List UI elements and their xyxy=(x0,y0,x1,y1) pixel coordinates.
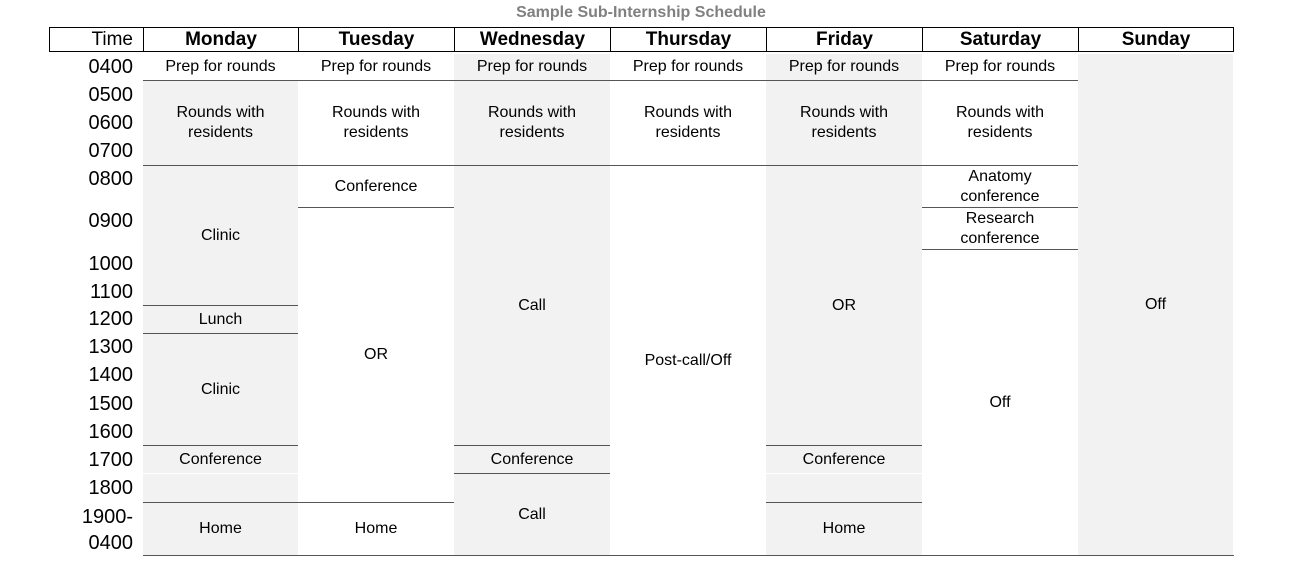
divider xyxy=(922,207,1078,208)
divider xyxy=(143,165,1078,166)
time-label: 1800 xyxy=(88,477,133,499)
tuesday-column xyxy=(298,54,454,555)
day-header-saturday: Saturday xyxy=(922,27,1079,52)
wednesday-column xyxy=(454,54,610,555)
monday-clinic-am: Clinic xyxy=(143,166,298,305)
divider xyxy=(766,445,922,446)
sunday-column xyxy=(1078,54,1233,555)
monday-lunch: Lunch xyxy=(143,306,298,333)
bottom-border xyxy=(143,555,1234,556)
monday-home: Home xyxy=(143,503,298,555)
divider xyxy=(454,445,610,446)
divider xyxy=(298,207,454,208)
time-label: 0500 xyxy=(88,84,133,106)
divider xyxy=(143,445,298,446)
friday-conference: Conference xyxy=(766,446,922,473)
day-header-wednesday: Wednesday xyxy=(454,27,611,52)
friday-prep: Prep for rounds xyxy=(766,54,922,80)
time-label: 0700 xyxy=(88,140,133,162)
day-header-thursday: Thursday xyxy=(610,27,767,52)
saturday-research-conference: Research conference xyxy=(922,208,1078,249)
wednesday-rounds: Rounds with residents xyxy=(454,81,610,165)
monday-conference: Conference xyxy=(143,446,298,473)
wednesday-conference: Conference xyxy=(454,446,610,473)
time-label: 1300 xyxy=(88,336,133,358)
thursday-rounds: Rounds with residents xyxy=(610,81,766,165)
day-header-friday: Friday xyxy=(766,27,923,52)
day-header-tuesday: Tuesday xyxy=(298,27,455,52)
day-header-sunday: Sunday xyxy=(1078,27,1234,52)
wednesday-prep: Prep for rounds xyxy=(454,54,610,80)
time-header: Time xyxy=(49,27,144,52)
thursday-postcall: Post-call/Off xyxy=(610,166,766,555)
time-label: 1700 xyxy=(88,449,133,471)
monday-prep: Prep for rounds xyxy=(143,54,298,80)
monday-clinic-pm: Clinic xyxy=(143,334,298,445)
friday-column xyxy=(766,54,922,555)
tuesday-conference: Conference xyxy=(298,166,454,207)
wednesday-call-night: Call xyxy=(454,474,610,555)
tuesday-prep: Prep for rounds xyxy=(298,54,454,80)
divider xyxy=(143,305,298,306)
sunday-off: Off xyxy=(1078,54,1233,555)
divider xyxy=(143,80,1078,81)
time-label: 1900- xyxy=(81,506,133,528)
tuesday-home: Home xyxy=(298,503,454,555)
wednesday-call: Call xyxy=(454,166,610,445)
divider xyxy=(143,502,454,503)
friday-gap xyxy=(766,474,922,502)
time-label: 1100 xyxy=(89,281,133,303)
time-label: 1000 xyxy=(88,253,133,275)
thursday-column xyxy=(610,54,766,555)
saturday-off: Off xyxy=(922,250,1078,555)
time-label: 0800 xyxy=(88,168,133,190)
day-header-monday: Monday xyxy=(143,27,299,52)
saturday-prep: Prep for rounds xyxy=(922,54,1078,80)
time-label: 0400 xyxy=(88,56,133,78)
saturday-anatomy-conference: Anatomy conference xyxy=(922,166,1078,207)
divider xyxy=(766,502,922,503)
time-label: 1600 xyxy=(88,421,133,443)
time-label: 1400 xyxy=(88,364,133,386)
time-label: 0600 xyxy=(88,112,133,134)
time-label: 0900 xyxy=(88,210,133,232)
monday-gap xyxy=(143,474,298,502)
saturday-column xyxy=(922,54,1078,555)
saturday-rounds: Rounds with residents xyxy=(922,81,1078,165)
thursday-prep: Prep for rounds xyxy=(610,54,766,80)
time-label: 0400 xyxy=(88,532,133,554)
friday-home: Home xyxy=(766,503,922,555)
friday-rounds: Rounds with residents xyxy=(766,81,922,165)
tuesday-or: OR xyxy=(298,208,454,502)
tuesday-rounds: Rounds with residents xyxy=(298,81,454,165)
time-label: 1500 xyxy=(88,393,133,415)
schedule-title: Sample Sub-Internship Schedule xyxy=(516,4,766,21)
divider xyxy=(922,249,1078,250)
divider xyxy=(454,473,610,474)
divider xyxy=(143,333,298,334)
monday-rounds: Rounds with residents xyxy=(143,81,298,165)
time-label: 1200 xyxy=(88,308,133,330)
friday-or: OR xyxy=(766,166,922,445)
